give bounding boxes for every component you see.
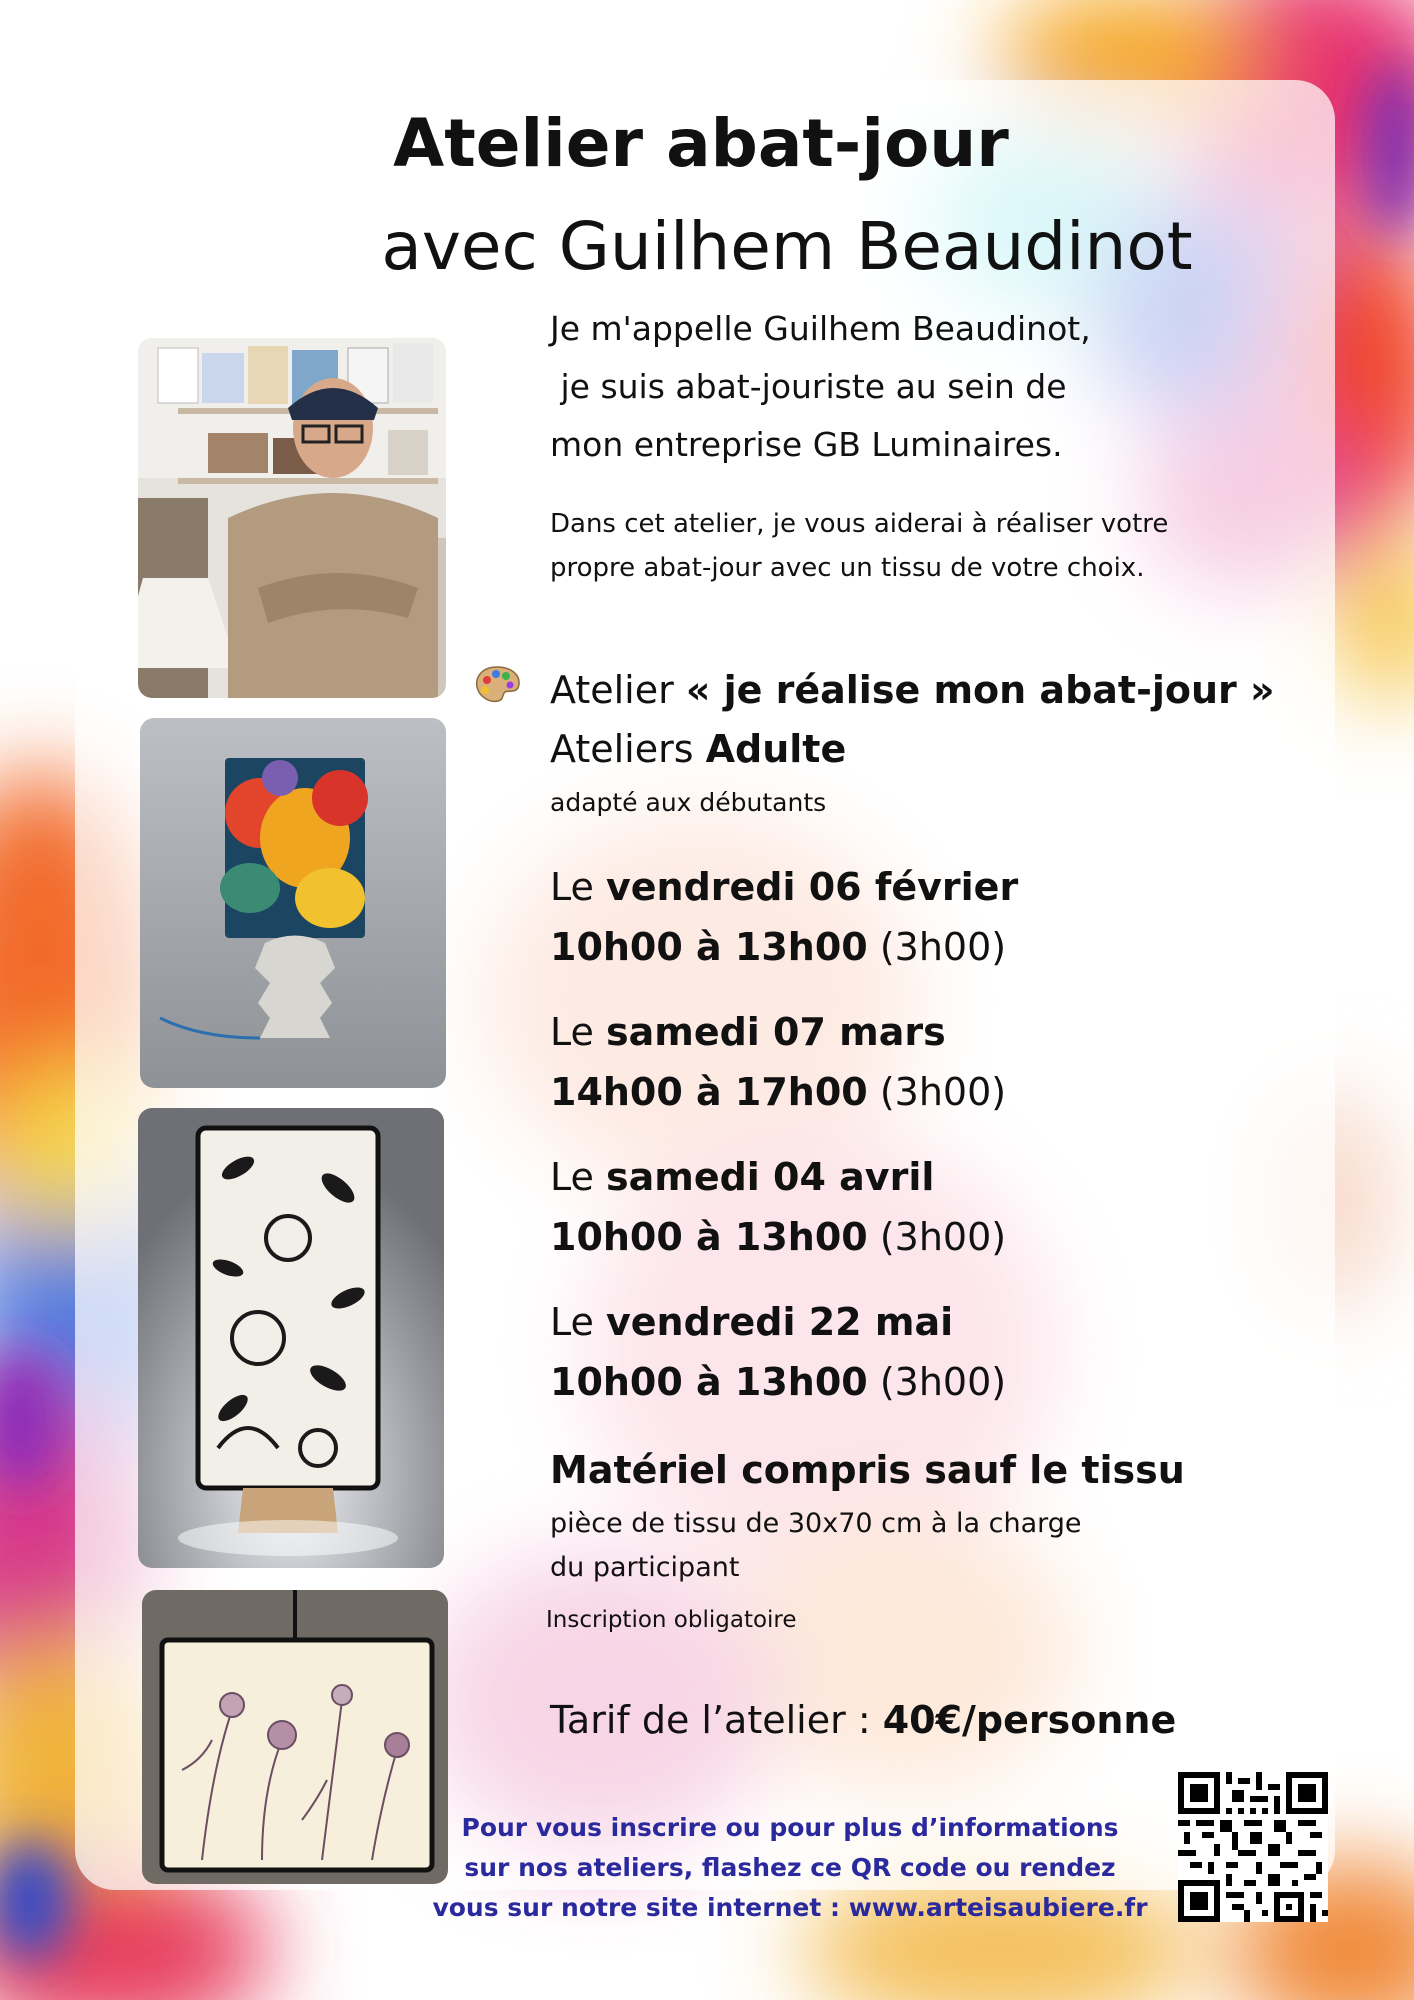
qr-code[interactable] (1178, 1772, 1328, 1922)
price-value: 40€/personne (882, 1698, 1177, 1742)
lamp-photo-colorful (140, 718, 446, 1088)
session-4-time (550, 1360, 1006, 1404)
price-label: Tarif de l’atelier : (550, 1698, 883, 1742)
session-1-hours: 10h00 à 13h00 (550, 925, 868, 969)
session-1-duration: (3h00) (867, 925, 1007, 969)
session-1-day: vendredi 06 février (605, 865, 1019, 909)
session-4-date (550, 1300, 953, 1344)
cta-line-1: Pour vous inscrire ou pour plus d’informations (461, 1813, 1119, 1842)
registration-note: Inscription obligatoire (546, 1607, 797, 1633)
title-line-2: avec Guilhem Beaudinot (381, 208, 1193, 285)
price (550, 1698, 1176, 1742)
session-3-time (550, 1215, 1006, 1259)
lamp-photo-floral (138, 1108, 444, 1568)
session-4-le: Le (550, 1300, 606, 1344)
session-3-date (550, 1155, 934, 1199)
workshop-prefix: Atelier (550, 668, 686, 712)
intro-line-3: mon entreprise GB Luminaires. (550, 425, 1063, 464)
session-3-hours: 10h00 à 13h00 (550, 1215, 868, 1259)
palette-icon (474, 665, 520, 705)
session-2-hours: 14h00 à 17h00 (550, 1070, 868, 1114)
session-1-time (550, 925, 1006, 969)
workshop-title (550, 668, 1275, 712)
session-4-day: vendredi 22 mai (605, 1300, 954, 1344)
session-3-duration: (3h00) (867, 1215, 1007, 1259)
session-4-hours: 10h00 à 13h00 (550, 1360, 868, 1404)
cta-line-2: sur nos ateliers, flashez ce QR code ou rendez (464, 1853, 1116, 1882)
intro-desc-line-2: propre abat-jour avec un tissu de votre choix. (550, 553, 1145, 583)
lamp-photo-hanging (142, 1590, 448, 1884)
session-3-day: samedi 04 avril (605, 1155, 935, 1199)
session-2-duration: (3h00) (867, 1070, 1007, 1114)
session-1-le: Le (550, 865, 606, 909)
material-detail-2: du participant (550, 1552, 740, 1583)
material-heading: Matériel compris sauf le tissu (550, 1448, 1185, 1492)
artisan-photo (138, 338, 446, 698)
session-2-le: Le (550, 1010, 606, 1054)
session-1-date (550, 865, 1018, 909)
session-2-time (550, 1070, 1006, 1114)
title-line-1: Atelier abat-jour (393, 105, 1009, 182)
intro-line-2: je suis abat-jouriste au sein de (550, 367, 1067, 406)
intro-line-1: Je m'appelle Guilhem Beaudinot, (550, 309, 1091, 348)
session-2-day: samedi 07 mars (605, 1010, 946, 1054)
audience-value: Adulte (705, 727, 847, 771)
cta-line-3[interactable]: vous sur notre site internet : www.arteisaubiere.fr (432, 1893, 1148, 1922)
intro-desc-line-1: Dans cet atelier, je vous aiderai à réaliser votre (550, 509, 1169, 539)
audience-prefix: Ateliers (550, 727, 706, 771)
session-3-le: Le (550, 1155, 606, 1199)
session-2-date (550, 1010, 946, 1054)
workshop-level: adapté aux débutants (550, 788, 827, 817)
workshop-audience (550, 727, 846, 771)
registration-call-to-action (425, 1808, 1155, 1928)
intro-text (550, 300, 1091, 474)
intro-description (550, 502, 1168, 590)
material-detail-1: pièce de tissu de 30x70 cm à la charge (550, 1508, 1082, 1539)
workshop-name: « je réalise mon abat-jour » (685, 668, 1275, 712)
session-4-duration: (3h00) (867, 1360, 1007, 1404)
